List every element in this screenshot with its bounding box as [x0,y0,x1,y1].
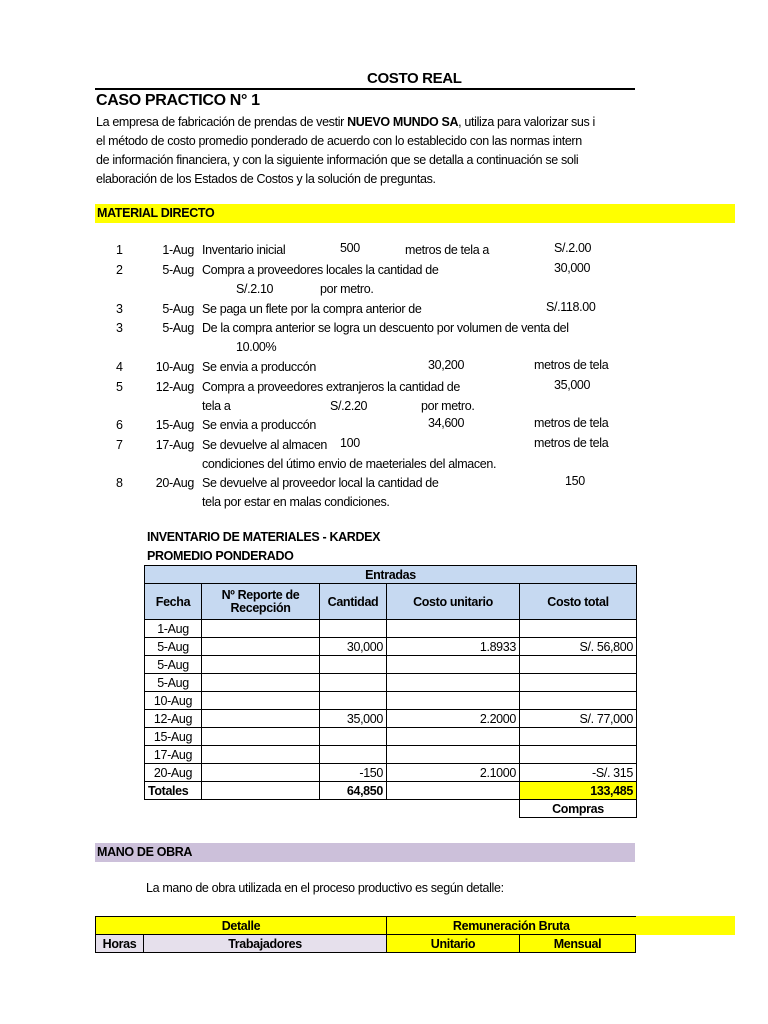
header-mensual: Mensual [520,935,636,953]
row-fecha: 20-Aug [145,764,202,782]
item-value: 30,200 [428,358,465,372]
item-number: 5 [116,380,123,394]
row-costo-unitario [387,656,520,674]
mano-de-obra-text: La mano de obra utilizada en el proceso productivo es según detalle: [146,881,504,895]
case-title: CASO PRACTICO N° 1 [96,92,260,109]
item-value: 500 [340,241,360,255]
header-fecha: Fecha [145,584,202,620]
header-cantidad: Cantidad [320,584,387,620]
row-costo-total [520,692,637,710]
row-reporte [202,620,320,638]
row-costo-unitario [387,674,520,692]
item-number: 3 [116,321,123,335]
row-fecha: 15-Aug [145,728,202,746]
kardex-title: INVENTARIO DE MATERIALES - KARDEX [147,530,381,544]
total-quantity: 64,850 [320,782,387,800]
row-reporte [202,674,320,692]
item-date: 12-Aug [155,380,194,394]
kardex-row [145,746,637,764]
row-fecha: 1-Aug [145,620,202,638]
yellow-overflow [635,916,735,935]
row-fecha: 12-Aug [145,710,202,728]
document-title: COSTO REAL [367,70,462,87]
item-number: 1 [116,243,123,257]
row-fecha: 10-Aug [145,692,202,710]
kardex-row [145,620,637,638]
item-amount: 30,000 [554,261,591,275]
item-date: 5-Aug [162,302,194,316]
header-trabajadores: Trabajadores [144,935,387,953]
item-description: Se envia a produccón [202,360,316,374]
item-description: Inventario inicial [202,243,286,257]
item-amount: metros de tela [534,436,609,450]
row-costo-unitario [387,746,520,764]
totals-empty [387,782,520,800]
row-costo-unitario: 1.8933 [387,638,520,656]
intro-text: , utiliza para valorizar sus i [458,115,595,129]
row-costo-total: -S/. 315 [520,764,637,782]
kardex-row [145,764,637,782]
item-continuation: por metro. [320,282,374,296]
intro-line-4: elaboración de los Estados de Costos y la solución de preguntas. [96,172,436,186]
header-remuneracion: Remuneración Bruta [387,917,636,935]
item-number: 8 [116,476,123,490]
item-description: Compra a proveedores extranjeros la cantidad de [202,380,461,394]
item-description: Se devuelve al almacen [202,438,328,452]
row-costo-total [520,620,637,638]
totals-label: Totales [145,782,202,800]
item-date: 17-Aug [155,438,194,452]
item-value: 34,600 [428,416,465,430]
row-fecha: 5-Aug [145,674,202,692]
item-description: Se paga un flete por la compra anterior de [202,302,422,316]
row-costo-total [520,746,637,764]
kardex-row [145,674,637,692]
item-price: S/.2.10 [236,282,274,296]
row-costo-unitario [387,620,520,638]
item-amount: 35,000 [554,378,591,392]
item-number: 6 [116,418,123,432]
row-fecha: 5-Aug [145,656,202,674]
row-cantidad: 35,000 [320,710,387,728]
header-horas: Horas [96,935,144,953]
mano-de-obra-table [95,916,636,953]
row-cantidad: 30,000 [320,638,387,656]
item-number: 4 [116,360,123,374]
row-reporte [202,638,320,656]
item-description: Se envia a produccón [202,418,316,432]
row-reporte [202,710,320,728]
item-continuation: condiciones del útimo envio de maeteriales del almacen. [202,457,497,471]
intro-line-3: de información financiera, y con la siguiente información que se detalla a continuación se soli [96,153,579,167]
kardex-row [145,656,637,674]
header-unitario: Unitario [387,935,520,953]
row-cantidad [320,728,387,746]
total-cost: 133,485 [520,782,637,800]
item-date: 5-Aug [162,263,194,277]
row-costo-total [520,656,637,674]
item-date: 1-Aug [162,243,194,257]
item-value: 100 [340,436,360,450]
item-amount: metros de tela [534,416,609,430]
section-mano-de-obra: MANO DE OBRA [95,843,635,862]
row-cantidad [320,746,387,764]
header-costo-total: Costo total [520,584,637,620]
item-unit-text: metros de tela a [405,243,490,257]
item-price: S/.2.20 [330,399,368,413]
item-continuation: tela por estar en malas condiciones. [202,495,390,509]
kardex-table [144,565,637,818]
row-fecha: 5-Aug [145,638,202,656]
intro-text: La empresa de fabricación de prendas de vestir [96,115,348,129]
item-amount: S/.118.00 [546,300,596,314]
row-costo-total: S/. 56,800 [520,638,637,656]
kardex-row [145,710,637,728]
item-continuation: por metro. [421,399,475,413]
row-cantidad [320,692,387,710]
header-entradas: Entradas [145,566,637,584]
header-costo-unitario: Costo unitario [387,584,520,620]
item-amount: 150 [565,474,585,488]
section-material-directo: MATERIAL DIRECTO [95,204,735,223]
item-continuation: tela a [202,399,231,413]
item-date: 10-Aug [155,360,194,374]
row-costo-unitario [387,728,520,746]
item-date: 15-Aug [155,418,194,432]
row-reporte [202,764,320,782]
row-costo-unitario [387,692,520,710]
kardex-subtitle: PROMEDIO PONDERADO [147,549,294,563]
header-detalle: Detalle [96,917,387,935]
item-price: 10.00% [236,340,277,354]
row-cantidad: -150 [320,764,387,782]
row-reporte [202,746,320,764]
item-number: 2 [116,263,123,277]
kardex-row [145,692,637,710]
intro-line-1 [96,115,595,129]
item-amount: metros de tela [534,358,609,372]
item-number: 3 [116,302,123,316]
kardex-row [145,638,637,656]
row-costo-unitario: 2.2000 [387,710,520,728]
row-cantidad [320,620,387,638]
kardex-row [145,728,637,746]
row-costo-total [520,674,637,692]
title-underline [95,88,635,90]
row-reporte [202,656,320,674]
compras-label: Compras [520,800,637,818]
item-description: Compra a proveedores locales la cantidad de [202,263,439,277]
row-fecha: 17-Aug [145,746,202,764]
totals-empty [202,782,320,800]
company-name: NUEVO MUNDO SA [347,115,459,129]
header-reporte: Nº Reporte de Recepción [202,584,320,620]
intro-line-2: el método de costo promedio ponderado de acuerdo con lo establecido con las normas intern [96,134,582,148]
row-reporte [202,728,320,746]
row-reporte [202,692,320,710]
item-date: 20-Aug [155,476,194,490]
item-date: 5-Aug [162,321,194,335]
row-costo-total [520,728,637,746]
row-costo-total: S/. 77,000 [520,710,637,728]
item-amount: S/.2.00 [554,241,592,255]
item-number: 7 [116,438,123,452]
item-description: De la compra anterior se logra un descuento por volumen de venta del [202,321,569,335]
row-cantidad [320,656,387,674]
item-description: Se devuelve al proveedor local la cantidad de [202,476,439,490]
row-costo-unitario: 2.1000 [387,764,520,782]
row-cantidad [320,674,387,692]
